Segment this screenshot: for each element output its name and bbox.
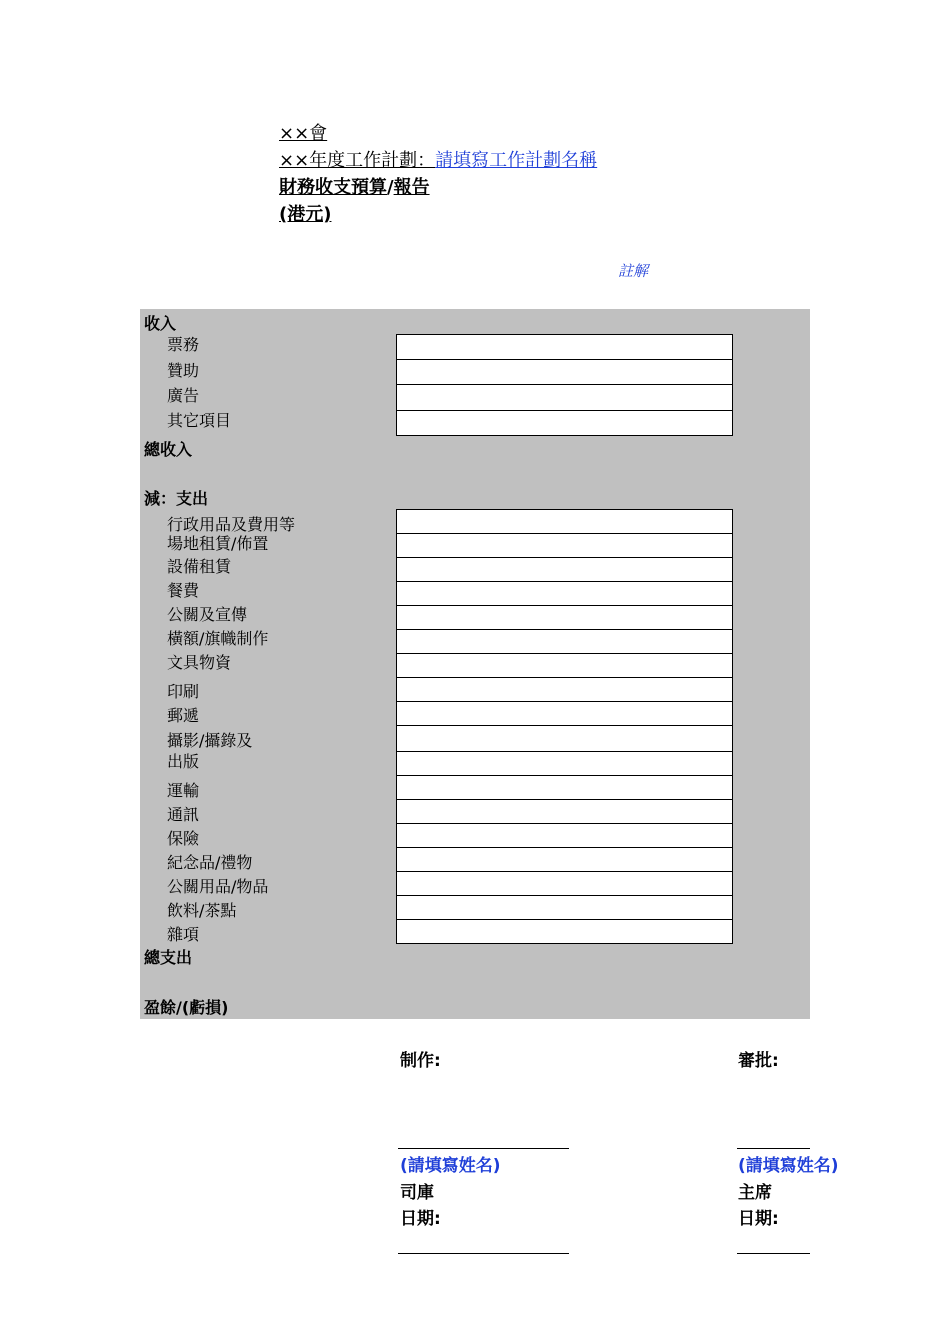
- expense-label: 運輸: [167, 781, 200, 800]
- income-label: 廣告: [167, 386, 200, 405]
- expense-label: 通訊: [167, 805, 200, 824]
- expense-label: 公關用品/物品: [167, 877, 269, 896]
- expense-input[interactable]: [396, 701, 733, 726]
- expense-input[interactable]: [396, 799, 733, 824]
- signature-line: [737, 1148, 810, 1149]
- plan-prefix: ××年度工作計劃：: [279, 150, 436, 171]
- income-label: 其它項目: [167, 411, 232, 430]
- expense-label: 出版: [167, 752, 200, 771]
- surplus-label: 盈餘/(虧損): [144, 998, 229, 1017]
- preparer-date-label: 日期:: [400, 1209, 441, 1229]
- plan-line: [279, 147, 597, 174]
- expense-label: 紀念品/禮物: [167, 853, 253, 872]
- expense-input[interactable]: [396, 509, 733, 534]
- expense-input[interactable]: [396, 919, 733, 944]
- expense-input[interactable]: [396, 581, 733, 606]
- expense-input[interactable]: [396, 847, 733, 872]
- expense-label: 保險: [167, 829, 200, 848]
- expense-label: 雜項: [167, 925, 200, 944]
- expense-total-label: 總支出: [144, 948, 193, 967]
- currency-label: (港元): [279, 204, 332, 225]
- expense-label: 攝影/攝錄及: [167, 731, 253, 750]
- preparer-name-placeholder[interactable]: (請填寫姓名): [400, 1156, 501, 1176]
- approver-role: 主席: [738, 1183, 772, 1203]
- org-name: ××會: [279, 123, 328, 144]
- date-line: [737, 1253, 810, 1254]
- expense-label: 公關及宣傳: [167, 605, 248, 624]
- expense-input[interactable]: [396, 895, 733, 920]
- income-input[interactable]: [396, 359, 733, 385]
- expense-label: 橫額/旗幟制作: [167, 629, 269, 648]
- notes-link[interactable]: 註解: [618, 262, 649, 280]
- expense-label: 場地租賃/佈置: [167, 534, 269, 553]
- expense-input[interactable]: [396, 725, 733, 752]
- expense-label: 餐費: [167, 581, 200, 600]
- expense-input[interactable]: [396, 533, 733, 558]
- income-label: 贊助: [167, 361, 200, 380]
- prepared-by-label: 制作:: [400, 1051, 441, 1071]
- expense-input[interactable]: [396, 653, 733, 678]
- plan-name-link[interactable]: 請填寫工作計劃名稱: [435, 150, 598, 171]
- expense-label: 飲料/茶點: [167, 901, 237, 920]
- expense-heading: 減：支出: [144, 489, 209, 508]
- expense-input[interactable]: [396, 605, 733, 630]
- approver-date-label: 日期:: [738, 1209, 779, 1229]
- expense-input[interactable]: [396, 629, 733, 654]
- income-input[interactable]: [396, 334, 733, 360]
- income-total-label: 總收入: [144, 440, 193, 459]
- expense-input[interactable]: [396, 775, 733, 800]
- expense-input[interactable]: [396, 677, 733, 702]
- preparer-role: 司庫: [400, 1183, 434, 1203]
- date-line: [398, 1253, 569, 1254]
- expense-label: 文具物資: [167, 653, 232, 672]
- expense-label: 設備租賃: [167, 557, 232, 576]
- approval-block: [737, 1040, 839, 1270]
- approver-name-placeholder[interactable]: (請填寫姓名): [738, 1156, 839, 1176]
- expense-input[interactable]: [396, 557, 733, 582]
- signature-line: [398, 1148, 569, 1149]
- income-input[interactable]: [396, 410, 733, 436]
- report-title: 財務收支預算/報告: [279, 177, 430, 198]
- expense-label: 行政用品及費用等: [167, 515, 296, 534]
- expense-input[interactable]: [396, 871, 733, 896]
- budget-sheet: [140, 309, 810, 1019]
- income-heading: 收入: [144, 314, 177, 333]
- expense-input[interactable]: [396, 751, 733, 776]
- document-header: [279, 120, 597, 228]
- expense-input[interactable]: [396, 823, 733, 848]
- expense-label: 印刷: [167, 682, 200, 701]
- approved-by-label: 審批:: [738, 1051, 779, 1071]
- income-input[interactable]: [396, 384, 733, 411]
- income-label: 票務: [167, 335, 200, 354]
- expense-label: 郵遞: [167, 706, 200, 725]
